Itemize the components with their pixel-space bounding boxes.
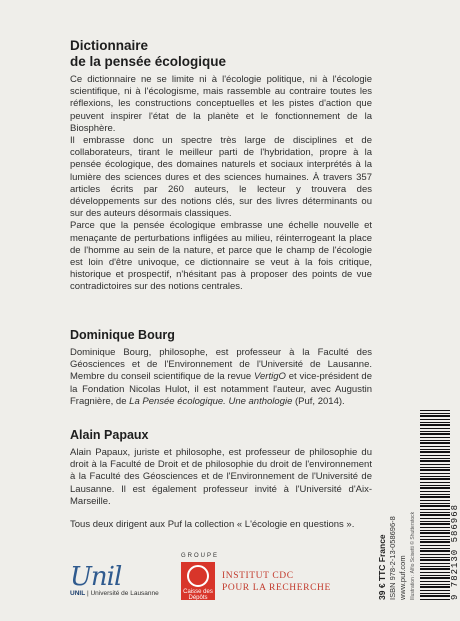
barcode-digits: 9 782130 586968 (450, 503, 460, 600)
website-label: www.puf.com (398, 555, 407, 600)
book-reference: La Pensée écologique. Une anthologie (129, 395, 293, 407)
author1-bio (70, 347, 372, 408)
description-paragraph-1: Ce dictionnaire ne se limite ni à l'écologie politique, ni à l'écologie scientifique, ni à l'écologisme, mais rassemble au contraire toutes les réflexions, les constructions conceptuelles et les pistes d'action que peuvent inspirer l'état de la planète et le fonctionnement de la Biosphère. (70, 74, 372, 134)
author2-bio-text: Alain Papaux, juriste et philosophe, est professeur de philosophie du droit à la Faculté de Droit et de philosophie du droit de l'environnement à la Faculté des Géosciences et de l'Environnement de l'Université de Lausanne. Il est également professeur invité à l'Université d'Aix-Marseille. (70, 447, 372, 507)
author1-heading: Dominique Bourg (70, 328, 175, 342)
author2-heading: Alain Papaux (70, 428, 149, 442)
barcode-block (376, 360, 460, 600)
price-label: 39 € TTC France (377, 534, 387, 600)
illustration-credit: Illustration : Alfio Scisetti © Shutterstock (410, 511, 416, 600)
groupe-label: GROUPE (181, 553, 220, 559)
book-title (70, 38, 400, 70)
description-paragraph-3: Parce que la pensée écologique embrasse une échelle nouvelle et menaçante de perturbations infligées au milieu, réinterrogeant la place de l'homme au sein de la nature, et parce que le champ de l'écologie est loin d'être univoque, ce dictionnaire se veut à la fois critique, historique et prospectif, n'hésitant pas à proposer des points de vue contradictoires sur des notions centrales. (70, 220, 372, 293)
cdc-box-text: Caisse des Dépôts (183, 589, 213, 601)
book-description (70, 74, 372, 294)
cdc-line-2: POUR LA RECHERCHE (222, 583, 331, 593)
author2-bio (70, 447, 372, 531)
author1-bio-c: (Puf, 2014). (292, 395, 345, 407)
unil-signature: Unil (70, 562, 122, 592)
cdc-line-1: INSTITUT CDC (222, 571, 294, 581)
unil-university: | Université de Lausanne (85, 590, 159, 597)
unil-logo (70, 562, 159, 597)
barcode (420, 360, 450, 600)
author1-bio-b: et vice-président de la Fondation Nicolas Hulot, il est notamment l'auteur, avec Augustin Fragnière, de (70, 371, 372, 407)
caisse-des-depots-logo (181, 562, 215, 600)
unil-name: UNIL (70, 590, 86, 597)
author1-bio-a: Dominique Bourg, philosophe, est professeur à la Faculté des Géosciences et de l'Environnement de l'Université de Lausanne. Membre du conseil scientifique de la revue (70, 347, 372, 383)
isbn-label: ISBN 978-2-13-058696-8 (388, 516, 397, 600)
title-line-2: de la pensée écologique (70, 54, 227, 69)
unil-caption (70, 590, 159, 597)
journal-title: VertigO (254, 371, 286, 383)
cdc-emblem-icon (187, 565, 209, 587)
title-line-1: Dictionnaire (70, 38, 149, 53)
description-paragraph-2: Il embrasse donc un spectre très large de disciplines et de collaborateurs, tirant le meilleur parti de l'hybridation, propre à la pensée écologique, des domaines naturels et sociaux interprétés à la lumière des sciences dures et des sciences humaines. À travers 357 articles écrits par 260 auteurs, le lecteur y trouvera des développements sur des notions clés, sur des livres déterminants ou sur des auteurs désormais classiques. (70, 135, 372, 220)
collection-note: Tous deux dirigent aux Puf la collection « L'écologie en questions ». (70, 519, 355, 531)
cdc-institute (222, 570, 331, 594)
barcode-bars-icon (420, 410, 450, 600)
